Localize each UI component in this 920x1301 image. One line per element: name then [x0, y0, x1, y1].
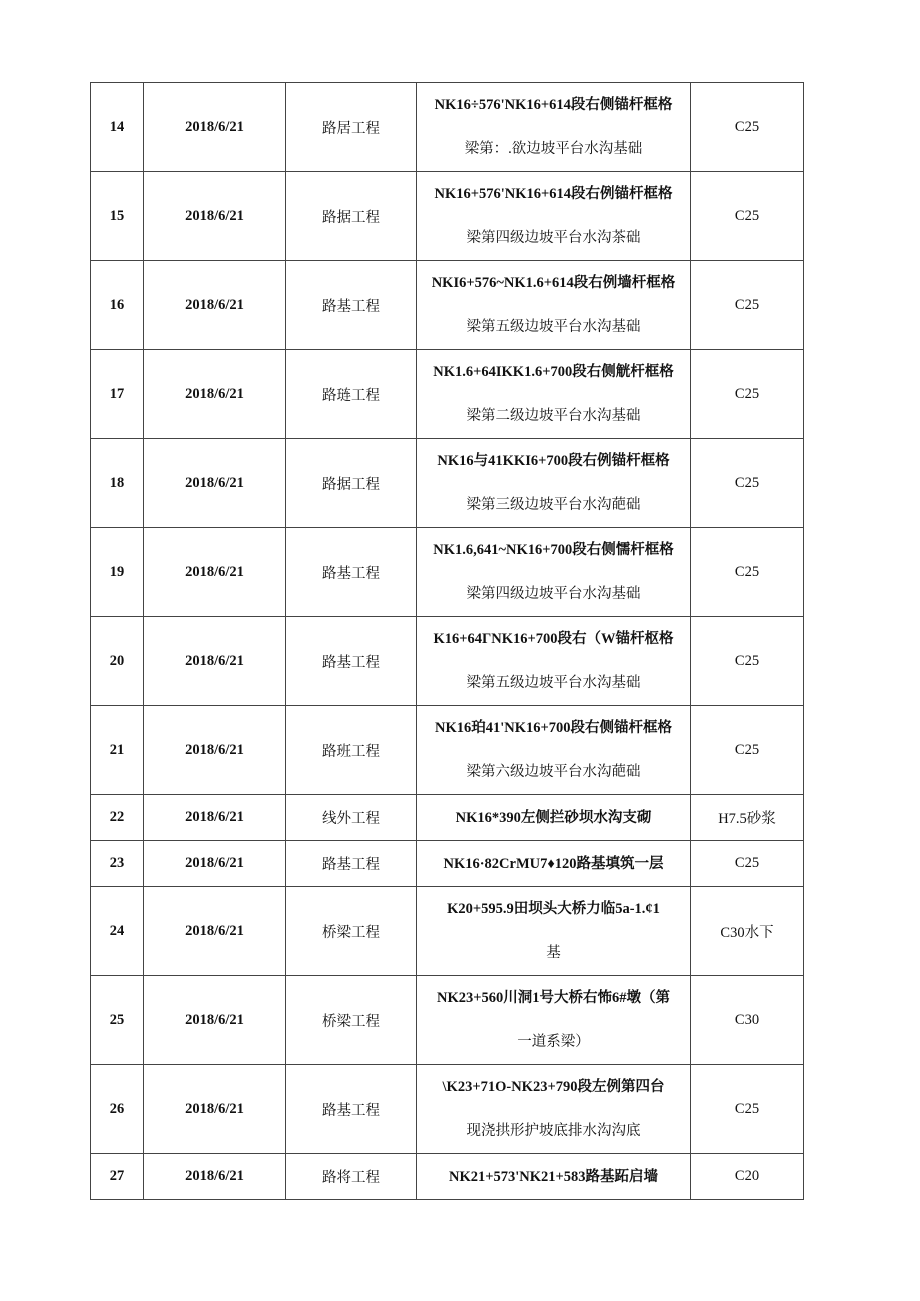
table-row [91, 350, 804, 439]
row-number: 23 [91, 841, 144, 887]
row-grade: C30水下 [691, 887, 804, 976]
row-grade: C25 [691, 261, 804, 350]
description-line-2: 梁第五级边坡平台水沟基础 [466, 675, 641, 691]
row-description [417, 528, 691, 617]
table-row [91, 617, 804, 706]
row-number: 24 [91, 887, 144, 976]
row-description [417, 261, 691, 350]
row-description [417, 172, 691, 261]
row-date: 2018/6/21 [144, 439, 286, 528]
table-row [91, 261, 804, 350]
row-number: 27 [91, 1154, 144, 1200]
row-number: 26 [91, 1065, 144, 1154]
row-description [417, 841, 691, 887]
row-work-type: 路将工程 [286, 1154, 417, 1200]
description-line-2: 梁第五级边坡平台水沟基础 [466, 319, 641, 335]
row-date: 2018/6/21 [144, 841, 286, 887]
row-number: 17 [91, 350, 144, 439]
row-description [417, 706, 691, 795]
row-description [417, 439, 691, 528]
row-number: 25 [91, 976, 144, 1065]
row-work-type: 桥梁工程 [286, 887, 417, 976]
row-date: 2018/6/21 [144, 350, 286, 439]
row-work-type: 路琏工程 [286, 350, 417, 439]
table-row [91, 1065, 804, 1154]
row-grade: C25 [691, 350, 804, 439]
description-line-2: 梁第四级边坡平台水沟茶础 [466, 230, 641, 246]
row-date: 2018/6/21 [144, 261, 286, 350]
description-line-1: NK23+560川洞1号大桥右怖6#墩（第 [436, 990, 670, 1006]
row-description [417, 83, 691, 172]
description-line-1: NK16·82CrMU7♦120路基填筑一层 [443, 855, 664, 872]
row-grade: C25 [691, 528, 804, 617]
row-work-type: 路居工程 [286, 83, 417, 172]
description-line-2: 梁第：.欲边坡平台水沟基础 [464, 141, 643, 157]
description-line-2: 梁第二级边坡平台水沟基础 [466, 408, 641, 424]
row-number: 20 [91, 617, 144, 706]
description-line-1: NK16*390左侧拦砂坝水沟支砌 [455, 809, 652, 826]
description-line-1: K20+595.9田坝头大桥力临5a-1.¢1 [447, 901, 660, 917]
table-body [91, 83, 804, 1200]
description-line-2: 现浇拱形护坡底排水沟沟底 [466, 1123, 641, 1139]
table-row [91, 706, 804, 795]
description-line-1: NKI6+576~NK1.6+614段右例墙杆框格 [431, 275, 676, 291]
description-line-2: 基 [546, 945, 561, 961]
row-work-type: 线外工程 [286, 795, 417, 841]
table-row [91, 887, 804, 976]
row-work-type: 路基工程 [286, 1065, 417, 1154]
row-work-type: 路基工程 [286, 261, 417, 350]
description-line-2: 梁第三级边坡平台水沟葩础 [466, 497, 641, 513]
row-date: 2018/6/21 [144, 83, 286, 172]
table-row [91, 439, 804, 528]
description-line-2: 梁第六级边坡平台水沟葩础 [466, 764, 641, 780]
row-description [417, 617, 691, 706]
row-date: 2018/6/21 [144, 795, 286, 841]
row-description [417, 1154, 691, 1200]
row-grade: C25 [691, 841, 804, 887]
table-row [91, 976, 804, 1065]
row-number: 14 [91, 83, 144, 172]
row-date: 2018/6/21 [144, 617, 286, 706]
row-work-type: 路据工程 [286, 439, 417, 528]
construction-log-table [90, 82, 804, 1200]
row-date: 2018/6/21 [144, 976, 286, 1065]
table-row [91, 172, 804, 261]
description-line-1: NK16珀41'NK16+700段右侧锚杆框格 [434, 720, 673, 736]
row-number: 16 [91, 261, 144, 350]
row-work-type: 桥梁工程 [286, 976, 417, 1065]
row-description [417, 976, 691, 1065]
row-grade: C25 [691, 439, 804, 528]
row-number: 15 [91, 172, 144, 261]
description-line-1: NK21+573'NK21+583路基跖启墙 [448, 1168, 659, 1185]
row-grade: C25 [691, 617, 804, 706]
description-line-1: NK16+576'NK16+614段右例锚杆框格 [434, 186, 673, 202]
table-row [91, 795, 804, 841]
row-date: 2018/6/21 [144, 1154, 286, 1200]
description-line-2: 一道系梁） [517, 1034, 590, 1050]
row-grade: C25 [691, 83, 804, 172]
row-grade: C25 [691, 706, 804, 795]
row-number: 19 [91, 528, 144, 617]
description-line-1: \K23+71O-NK23+790段左例第四台 [442, 1079, 665, 1095]
row-work-type: 路基工程 [286, 841, 417, 887]
row-grade: C30 [691, 976, 804, 1065]
row-grade: C25 [691, 172, 804, 261]
row-work-type: 路班工程 [286, 706, 417, 795]
table-row [91, 841, 804, 887]
description-line-1: NK1.6,641~NK16+700段右侧懦杆框格 [433, 542, 674, 558]
row-date: 2018/6/21 [144, 528, 286, 617]
row-grade: C20 [691, 1154, 804, 1200]
row-description [417, 350, 691, 439]
description-line-1: NK1.6+64IKK1.6+700段右侧觥杆框格 [433, 364, 674, 380]
row-date: 2018/6/21 [144, 887, 286, 976]
table-row [91, 83, 804, 172]
row-description [417, 887, 691, 976]
row-date: 2018/6/21 [144, 1065, 286, 1154]
description-line-1: NK16与41KKI6+700段右例锚杆框格 [437, 453, 670, 469]
row-work-type: 路据工程 [286, 172, 417, 261]
row-date: 2018/6/21 [144, 172, 286, 261]
row-work-type: 路基工程 [286, 528, 417, 617]
description-line-2: 梁第四级边坡平台水沟基础 [466, 586, 641, 602]
row-date: 2018/6/21 [144, 706, 286, 795]
row-number: 21 [91, 706, 144, 795]
row-work-type: 路基工程 [286, 617, 417, 706]
row-description [417, 1065, 691, 1154]
row-grade: C25 [691, 1065, 804, 1154]
row-description [417, 795, 691, 841]
row-grade: H7.5砂浆 [691, 795, 804, 841]
row-number: 22 [91, 795, 144, 841]
table-row [91, 528, 804, 617]
row-number: 18 [91, 439, 144, 528]
description-line-1: K16+64ΓNK16+700段右（W锚杆枢格 [433, 631, 674, 647]
description-line-1: NK16÷576'NK16+614段右侧锚杆框格 [434, 97, 673, 113]
table-row [91, 1154, 804, 1200]
